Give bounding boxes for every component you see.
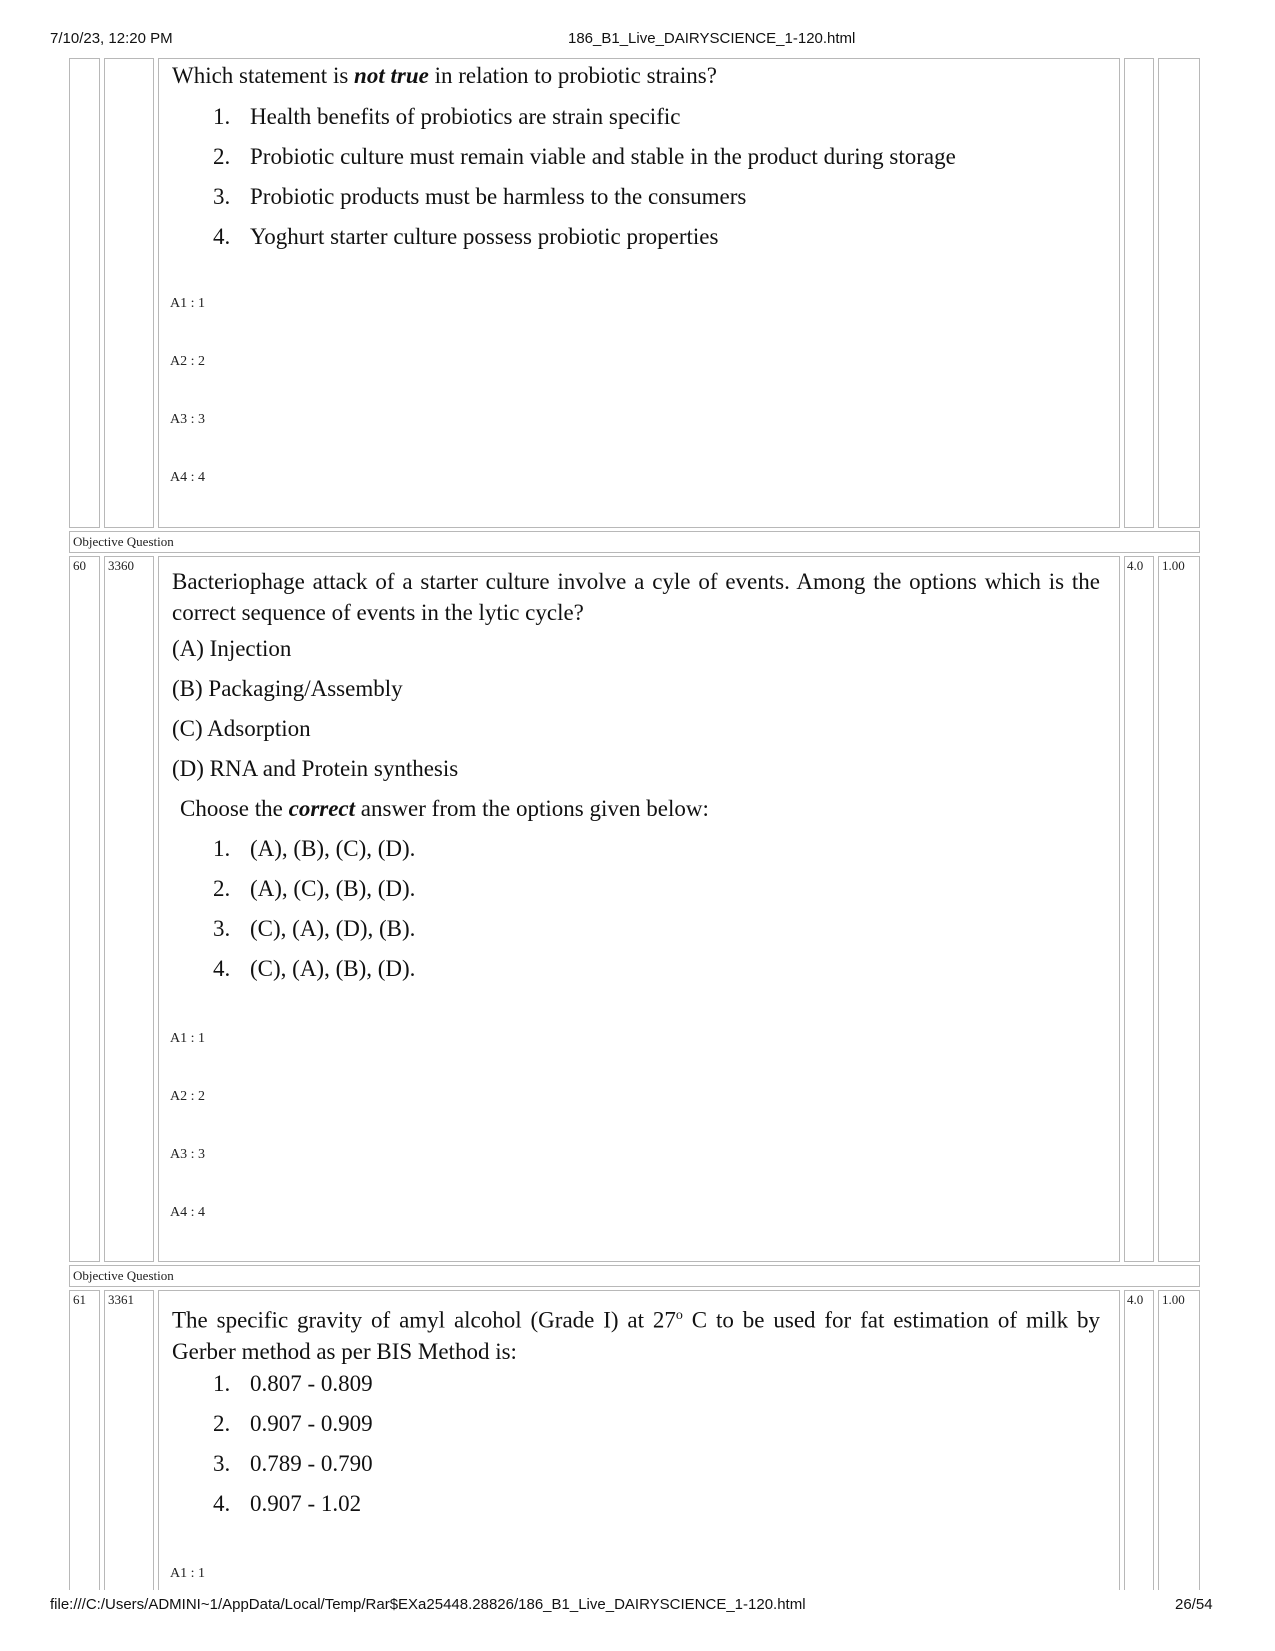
answer-label: A1 : 1: [170, 1031, 205, 1046]
option-text: 0.789 - 0.790: [250, 1451, 373, 1476]
negative-cell-q60: [1158, 556, 1200, 1262]
event-item: (B) Packaging/Assembly: [172, 676, 403, 701]
serial-number: 61: [73, 1292, 86, 1307]
option-text: (A), (C), (B), (D).: [250, 876, 416, 901]
id-cell-q60: [104, 556, 154, 1262]
negative-cell-q59: [1158, 58, 1200, 528]
option-text: Health benefits of probiotics are strain specific: [250, 104, 681, 129]
print-title: 186_B1_Live_DAIRYSCIENCE_1-120.html: [568, 30, 856, 47]
answer-label: A4 : 4: [170, 470, 205, 485]
event-item: (A) Injection: [172, 636, 292, 661]
option-text: Yoghurt starter culture possess probiotic properties: [250, 224, 719, 249]
option-text: (C), (A), (D), (B).: [250, 916, 416, 941]
marks-cell-q61: [1124, 1290, 1154, 1590]
question-stem-q59: Which statement is not true in relation to probiotic strains?: [172, 63, 717, 88]
serial-cell-q59: [69, 58, 100, 528]
option-text: (C), (A), (B), (D).: [250, 956, 416, 981]
option-text: 0.807 - 0.809: [250, 1371, 373, 1396]
question-type-row-q61: [69, 1265, 1200, 1287]
option-number: 3.: [213, 184, 231, 209]
option-number: 4.: [213, 224, 231, 249]
serial-cell-q61: [69, 1290, 100, 1590]
id-cell-q59: [104, 58, 154, 528]
question-cell-q60: [158, 556, 1120, 1262]
question-type-row-q60: [69, 531, 1200, 553]
marks-value: 4.0: [1127, 558, 1144, 573]
negative-marks-value: 1.00: [1162, 558, 1185, 573]
option-number: 1.: [213, 104, 231, 129]
option-number: 2.: [213, 876, 231, 901]
question-type-label: Objective Question: [73, 534, 174, 549]
option-text: Probiotic products must be harmless to the consumers: [250, 184, 747, 209]
answer-label: A3 : 3: [170, 412, 205, 427]
answer-label: A1 : 1: [170, 1566, 205, 1581]
option-text: 0.907 - 0.909: [250, 1411, 373, 1436]
answer-label: A3 : 3: [170, 1147, 205, 1162]
question-stem-q60: Bacteriophage attack of a starter culture involve a cyle of events. Among the options which is the correct sequence of events in the lytic cycle?: [172, 569, 1100, 625]
question-id: 3361: [108, 1292, 134, 1307]
answer-label: A2 : 2: [170, 1089, 205, 1104]
option-number: 2.: [213, 144, 231, 169]
option-text: (A), (B), (C), (D).: [250, 836, 416, 861]
option-text: Probiotic culture must remain viable and stable in the product during storage: [250, 144, 956, 169]
serial-number: 60: [73, 558, 86, 573]
print-file-path: file:///C:/Users/ADMINI~1/AppData/Local/Temp/Rar$EXa25448.28826/186_B1_Live_DAIRYSCIENCE_1-120.html: [50, 1596, 806, 1613]
option-text: 0.907 - 1.02: [250, 1491, 362, 1516]
option-number: 2.: [213, 1411, 231, 1436]
question-id: 3360: [108, 558, 134, 573]
answer-label: A2 : 2: [170, 354, 205, 369]
answer-label: A4 : 4: [170, 1205, 205, 1220]
question-stem-q61: The specific gravity of amyl alcohol (Grade I) at 27$^o$ C to be used for fat estimation of milk by Gerber method as per BIS Method is:: [172, 1307, 1101, 1364]
option-number: 3.: [213, 1451, 231, 1476]
marks-cell-q59: [1124, 58, 1154, 528]
negative-cell-q61: [1158, 1290, 1200, 1590]
event-item: (D) RNA and Protein synthesis: [172, 756, 459, 781]
event-item: (C) Adsorption: [172, 716, 311, 741]
option-number: 4.: [213, 956, 231, 981]
negative-marks-value: 1.00: [1162, 1292, 1185, 1307]
id-cell-q61: [104, 1290, 154, 1590]
answer-label: A1 : 1: [170, 296, 205, 311]
option-number: 4.: [213, 1491, 231, 1516]
marks-cell-q60: [1124, 556, 1154, 1262]
option-number: 1.: [213, 1371, 231, 1396]
question-type-label: Objective Question: [73, 1268, 174, 1283]
print-datetime: 7/10/23, 12:20 PM: [50, 30, 173, 47]
instruction-text: Choose the correct answer from the options given below:: [180, 796, 709, 821]
print-page-number: 26/54: [1175, 1596, 1213, 1613]
serial-cell-q60: [69, 556, 100, 1262]
marks-value: 4.0: [1127, 1292, 1144, 1307]
option-number: 3.: [213, 916, 231, 941]
option-number: 1.: [213, 836, 231, 861]
